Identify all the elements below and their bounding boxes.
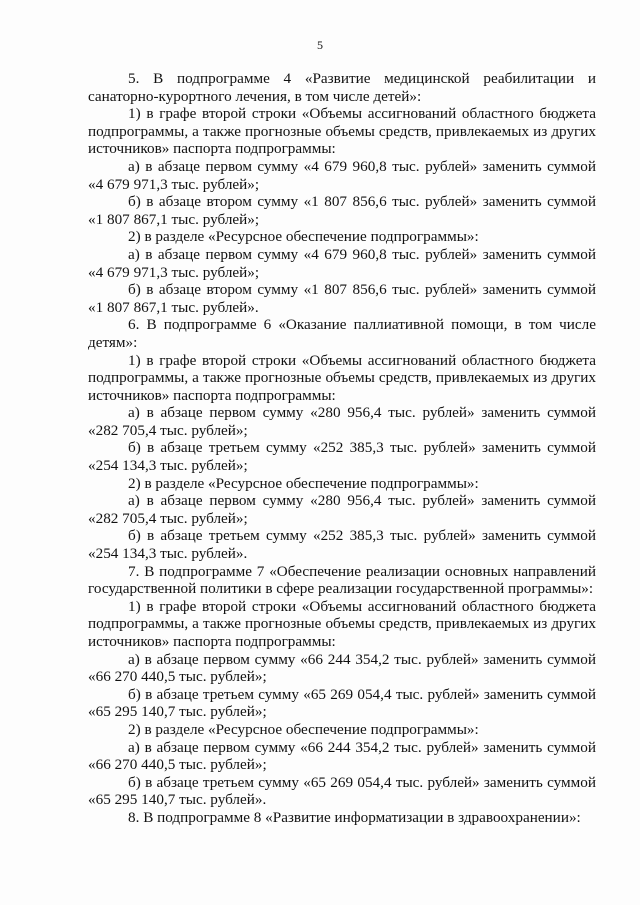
- paragraph: б) в абзаце втором сумму «1 807 856,6 тыс. рублей» заменить суммой «1 807 867,1 тыс. рублей»;: [88, 193, 596, 228]
- paragraph: 2) в разделе «Ресурсное обеспечение подпрограммы»:: [128, 474, 479, 492]
- paragraph: а) в абзаце первом сумму «66 244 354,2 тыс. рублей» заменить суммой «66 270 440,5 тыс. рублей»;: [88, 738, 596, 774]
- paragraph: а) в абзаце первом сумму «280 956,4 тыс. рублей» заменить суммой «282 705,4 тыс. рублей»;: [88, 492, 596, 527]
- paragraph: б) в абзаце втором сумму «1 807 856,6 тыс. рублей» заменить суммой «1 807 867,1 тыс. рублей».: [88, 281, 596, 316]
- paragraph: 7. В подпрограмме 7 «Обеспечение реализации основных направлений государственной политики в сфере реализации государственной программы»:: [88, 562, 596, 598]
- paragraph: б) в абзаце третьем сумму «252 385,3 тыс. рублей» заменить суммой «254 134,3 тыс. рублей»;: [88, 439, 596, 475]
- paragraph: а) в абзаце первом сумму «4 679 960,8 тыс. рублей» заменить суммой «4 679 971,3 тыс. рублей»;: [88, 245, 596, 281]
- paragraph: 6. В подпрограмме 6 «Оказание паллиативной помощи, в том числе детям»:: [88, 316, 596, 351]
- paragraph: а) в абзаце первом сумму «280 956,4 тыс. рублей» заменить суммой «282 705,4 тыс. рублей»;: [88, 404, 596, 439]
- paragraph: б) в абзаце третьем сумму «65 269 054,4 тыс. рублей» заменить суммой «65 295 140,7 тыс. рублей».: [88, 773, 596, 809]
- paragraph: б) в абзаце третьем сумму «65 269 054,4 тыс. рублей» заменить суммой «65 295 140,7 тыс. рублей»;: [88, 685, 596, 721]
- paragraph: а) в абзаце первом сумму «66 244 354,2 тыс. рублей» заменить суммой «66 270 440,5 тыс. рублей»;: [88, 650, 596, 686]
- paragraph: 8. В подпрограмме 8 «Развитие информатизации в здравоохранении»:: [128, 808, 581, 826]
- paragraph: 2) в разделе «Ресурсное обеспечение подпрограммы»:: [128, 228, 479, 246]
- paragraph: 1) в графе второй строки «Объемы ассигнований областного бюджета подпрограммы, а также прогнозные объемы средств, привлекаемых из других источников» паспорта подпрограммы:: [88, 597, 596, 650]
- paragraph: 2) в разделе «Ресурсное обеспечение подпрограммы»:: [128, 720, 479, 738]
- paragraph: а) в абзаце первом сумму «4 679 960,8 тыс. рублей» заменить суммой «4 679 971,3 тыс. рублей»;: [88, 157, 596, 193]
- document-body: [88, 70, 596, 827]
- paragraph: 1) в графе второй строки «Объемы ассигнований областного бюджета подпрограммы, а также прогнозные объемы средств, привлекаемых из других источников» паспорта подпрограммы:: [88, 105, 596, 158]
- paragraph: 1) в графе второй строки «Объемы ассигнований областного бюджета подпрограммы, а также прогнозные объемы средств, привлекаемых из других источников» паспорта подпрограммы:: [88, 351, 596, 404]
- paragraph: б) в абзаце третьем сумму «252 385,3 тыс. рублей» заменить суммой «254 134,3 тыс. рублей».: [88, 527, 596, 563]
- paragraph: 5. В подпрограмме 4 «Развитие медицинской реабилитации и санаторно-курортного лечения, в том числе детей»:: [88, 70, 596, 105]
- page-number: 5: [317, 38, 323, 52]
